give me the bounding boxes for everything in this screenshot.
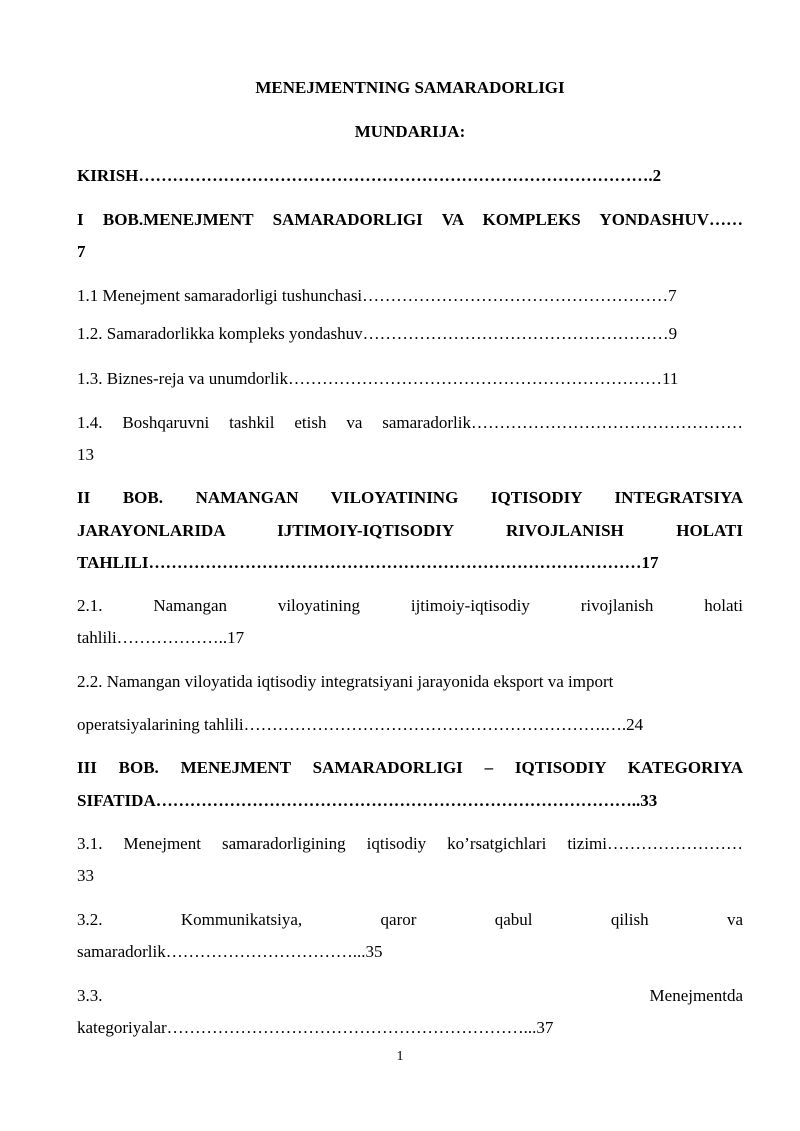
toc-entry-1-1: 1.1 Menejment samaradorligi tushunchasi………………………………………………7 (77, 286, 677, 305)
toc-entry-chapter-3: III BOB. MENEJMENT SAMARADORLIGI – IQTISODIY KATEGORIYA (77, 758, 743, 777)
toc-entry-3-3: 3.3. Menejmentda (77, 986, 743, 1005)
toc-entry-1-4: 1.4. Boshqaruvni tashkil etish va samaradorlik………………………………………… (77, 413, 743, 432)
toc-entry-2-2-line2: operatsiyalarining tahlili……………………………………………………….….24 (77, 715, 644, 734)
toc-entry-chapter-2-line3: TAHLILI……………………………………………………………………………17 (77, 553, 659, 572)
toc-entry-1-3: 1.3. Biznes-reja va unumdorlik…………………………………………………………11 (77, 369, 679, 388)
toc-entry-chapter-1: I BOB.MENEJMENT SAMARADORLIGI VA KOMPLEKS YONDASHUV…… (77, 210, 743, 229)
toc-entry-chapter-1-page: 7 (77, 242, 86, 261)
toc-entry-1-2: 1.2. Samaradorlikka kompleks yondashuv………………………………………………9 (77, 324, 678, 343)
toc-entry-2-1: 2.1. Namangan viloyatining ijtimoiy-iqtisodiy rivojlanish holati (77, 596, 743, 615)
toc-entry-1-4-page: 13 (77, 445, 94, 464)
toc-entry-3-3-line2: kategoriyalar………………………………………………………...37 (77, 1018, 554, 1037)
toc-entry-3-1-page: 33 (77, 866, 94, 885)
toc-heading: MUNDARIJA: (354, 122, 466, 141)
toc-entry-2-1-line2: tahlili………………..17 (77, 628, 245, 647)
document-title: MENEJMENTNING SAMARADORLIGI (255, 78, 565, 97)
toc-entry-2-2: 2.2. Namangan viloyatida iqtisodiy integratsiyani jarayonida eksport va import (77, 672, 614, 691)
toc-entry-3-1: 3.1. Menejment samaradorligining iqtisodiy ko’rsatgichlari tizimi…………………… (77, 834, 743, 853)
toc-entry-3-2-line2: samaradorlik……………………………...35 (77, 942, 383, 961)
toc-entry-3-2: 3.2. Kommunikatsiya, qaror qabul qilish va (77, 910, 743, 929)
toc-entry-kirish: KIRISH……………………………………………………………………………….2 (77, 166, 662, 185)
toc-entry-chapter-2-line2: JARAYONLARIDA IJTIMOIY-IQTISODIY RIVOJLANISH HOLATI (77, 521, 743, 540)
toc-entry-chapter-3-line2: SIFATIDA…………………………………………………………………………..33 (77, 791, 658, 810)
toc-entry-chapter-2: II BOB. NAMANGAN VILOYATINING IQTISODIY INTEGRATSIYA (77, 488, 743, 507)
page-number: 1 (396, 1049, 404, 1064)
